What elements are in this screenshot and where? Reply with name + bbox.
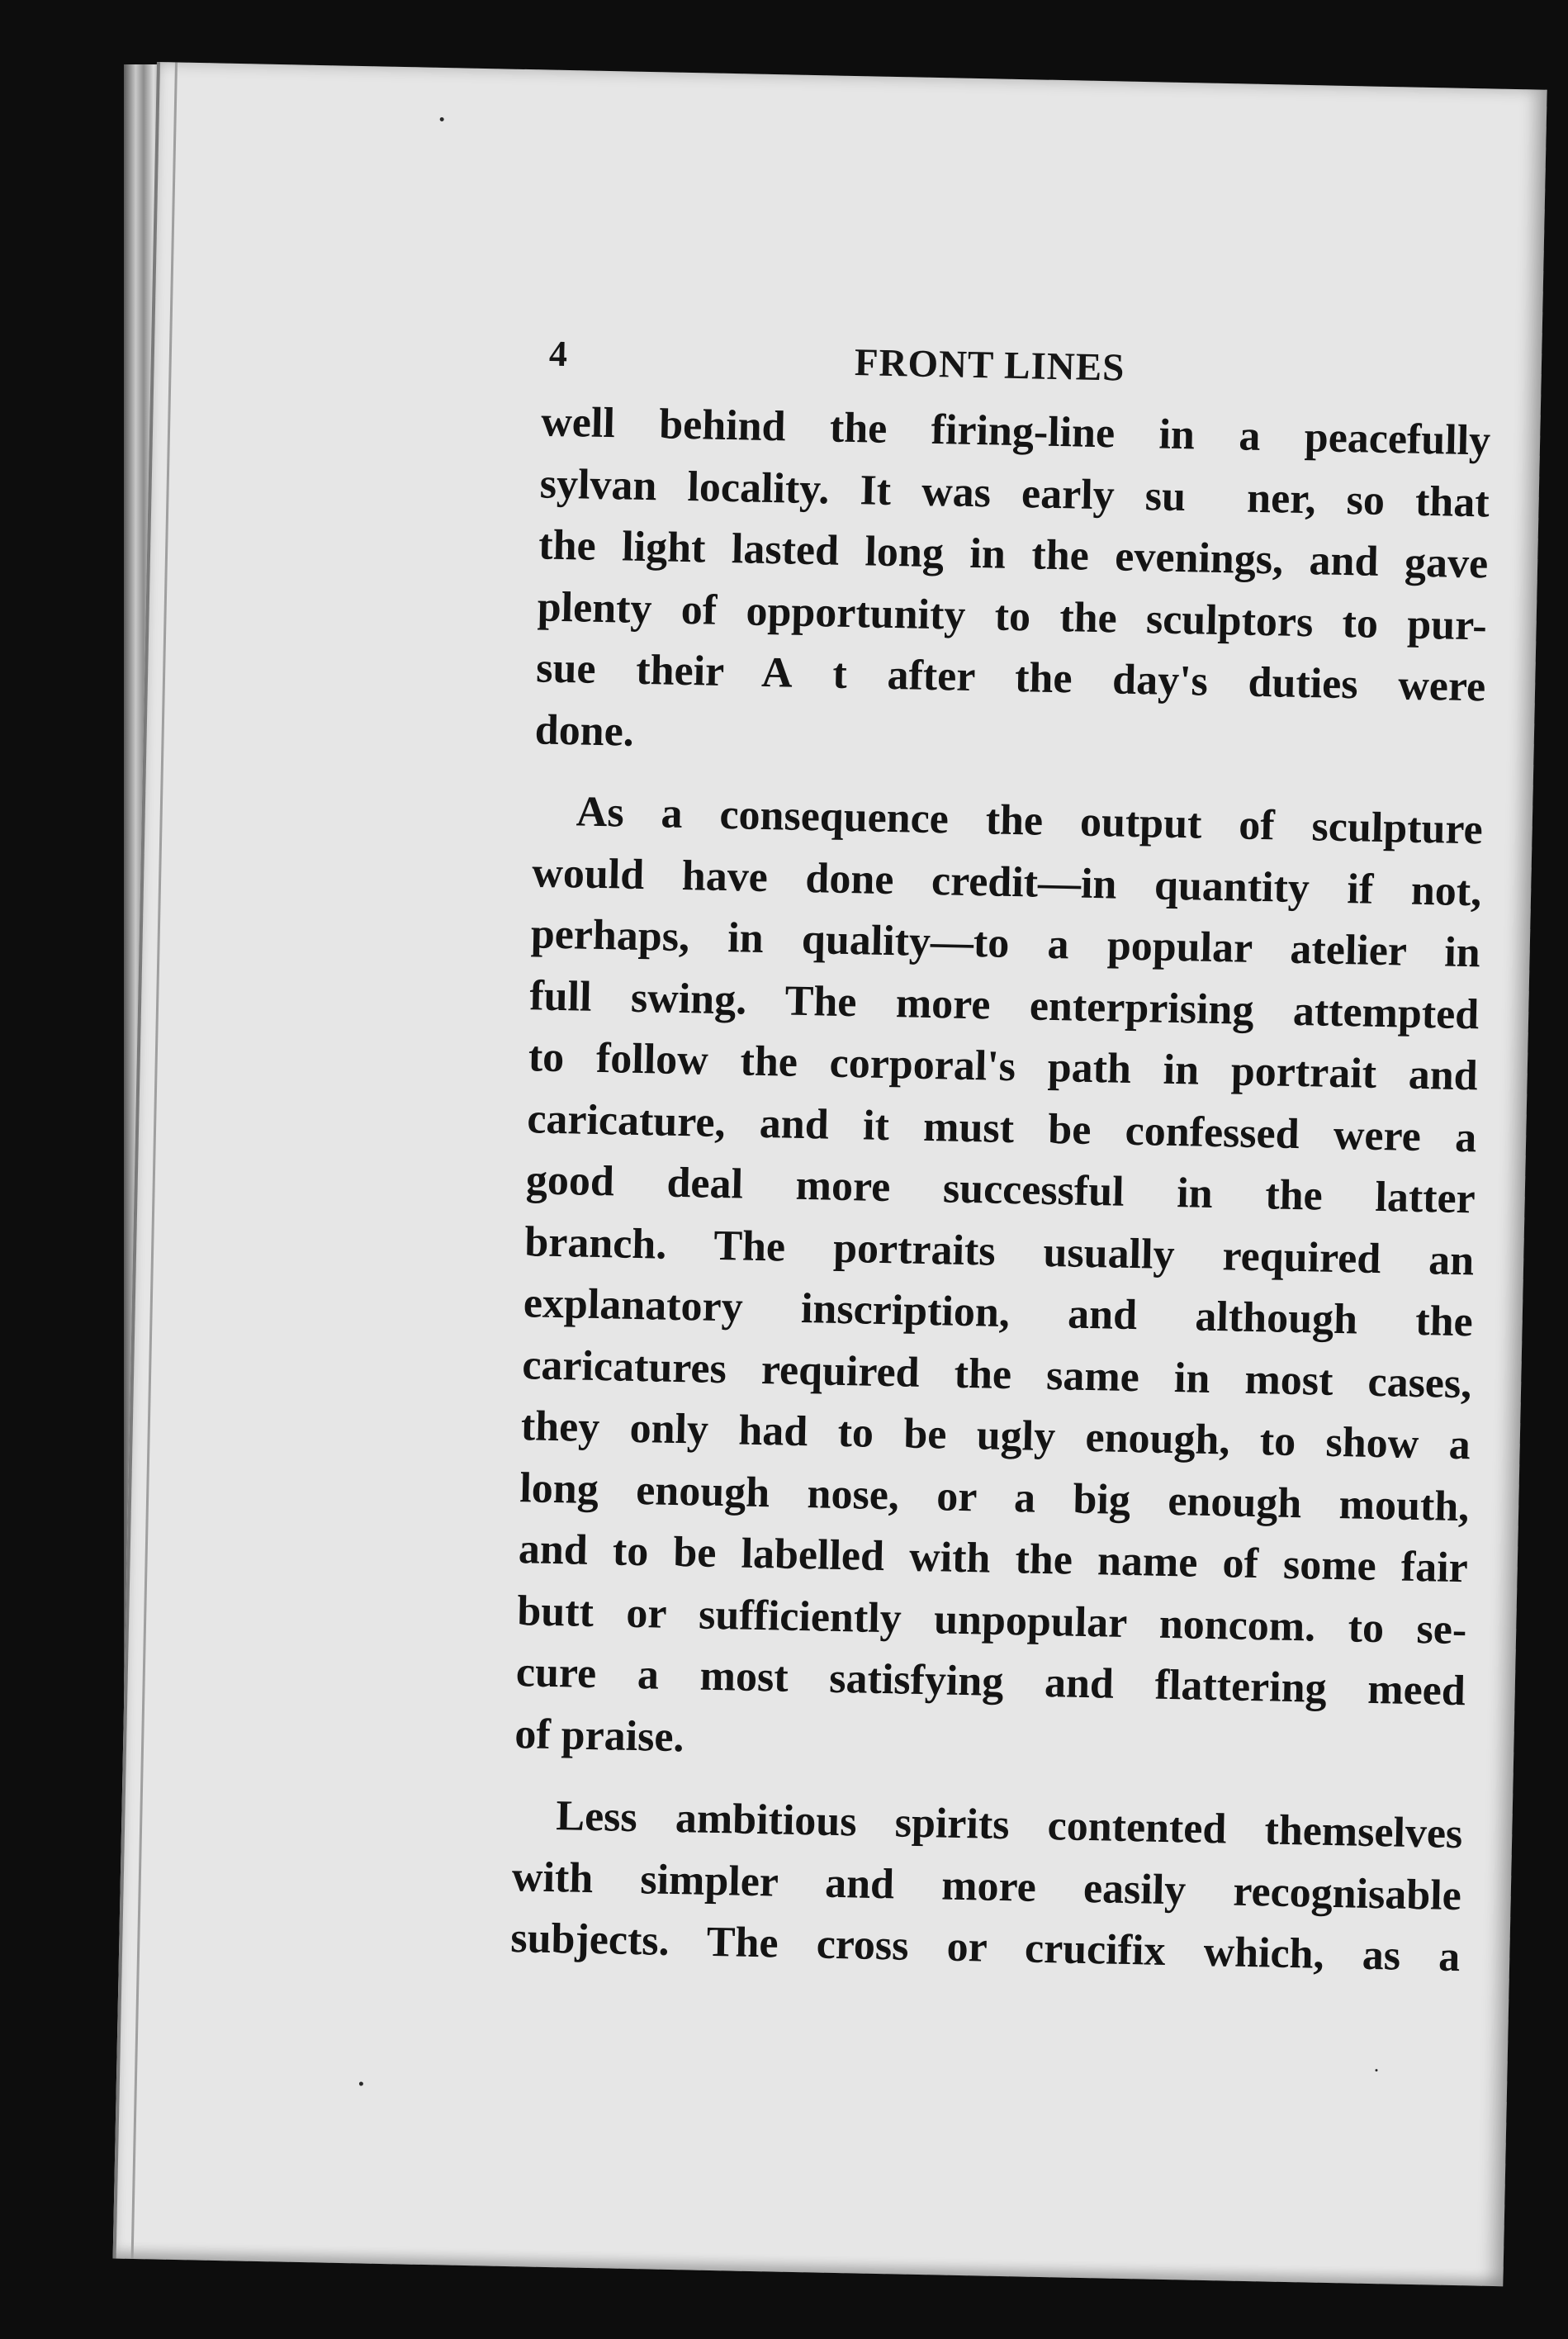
text-line: done. bbox=[534, 705, 635, 756]
book-page bbox=[113, 62, 1547, 2286]
text-line: subjects. The cross or crucifix which, as a bbox=[509, 1914, 1461, 1981]
text-line: they only had to be ugly enough, to show a bbox=[520, 1402, 1471, 1469]
text-line: Less ambitious spirits contented themselves bbox=[555, 1792, 1463, 1858]
text-line: caricatures required the same in most cases, bbox=[521, 1340, 1472, 1407]
text-line: long enough nose, or a big enough mouth, bbox=[519, 1464, 1470, 1530]
text-line: to follow the corporal's path in portrait and bbox=[528, 1033, 1479, 1100]
text-line: the light lasted long in the evenings, and gave bbox=[538, 521, 1489, 588]
text-line: perhaps, in quality—to a popular atelier in bbox=[530, 910, 1481, 977]
paragraph-2 bbox=[514, 780, 1484, 1784]
text-line: caricature, and it must be confessed were a bbox=[526, 1094, 1477, 1161]
text-line: plenty of opportunity to the sculptors to pur- bbox=[537, 582, 1488, 649]
scan-speck bbox=[359, 2081, 363, 2085]
text-line: of praise. bbox=[514, 1710, 685, 1761]
text-line: sue their A t after the day's duties were bbox=[535, 644, 1486, 711]
body-text bbox=[509, 391, 1491, 2008]
text-line: explanatory inscription, and although the bbox=[523, 1279, 1474, 1346]
paragraph-1 bbox=[534, 391, 1491, 780]
scan-speck bbox=[1375, 2069, 1377, 2071]
text-line: cure a most satisfying and flattering meed bbox=[515, 1649, 1466, 1715]
text-line: butt or sufficiently unpopular noncom. to se- bbox=[516, 1587, 1467, 1653]
text-line: As a consequence the output of sculpture bbox=[576, 788, 1484, 854]
page-number: 4 bbox=[548, 333, 568, 375]
text-line: branch. The portraits usually required an bbox=[523, 1217, 1475, 1284]
text-line: sylvan locality. It was early su ner, so that bbox=[539, 459, 1490, 526]
text-line: and to be labelled with the name of some fair bbox=[518, 1525, 1469, 1592]
paragraph-3 bbox=[510, 1785, 1463, 1989]
text-line: good deal more successful in the latter bbox=[525, 1156, 1476, 1223]
scan-speck bbox=[440, 117, 444, 121]
text-line: full swing. The more enterprising attempted bbox=[528, 971, 1480, 1038]
text-line: would have done credit—in quantity if not, bbox=[531, 848, 1482, 915]
text-line: well behind the firing-line in a peacefully bbox=[540, 398, 1491, 465]
running-title: FRONT LINES bbox=[854, 341, 1125, 390]
text-line: with simpler and more easily recognisable bbox=[511, 1853, 1462, 1919]
